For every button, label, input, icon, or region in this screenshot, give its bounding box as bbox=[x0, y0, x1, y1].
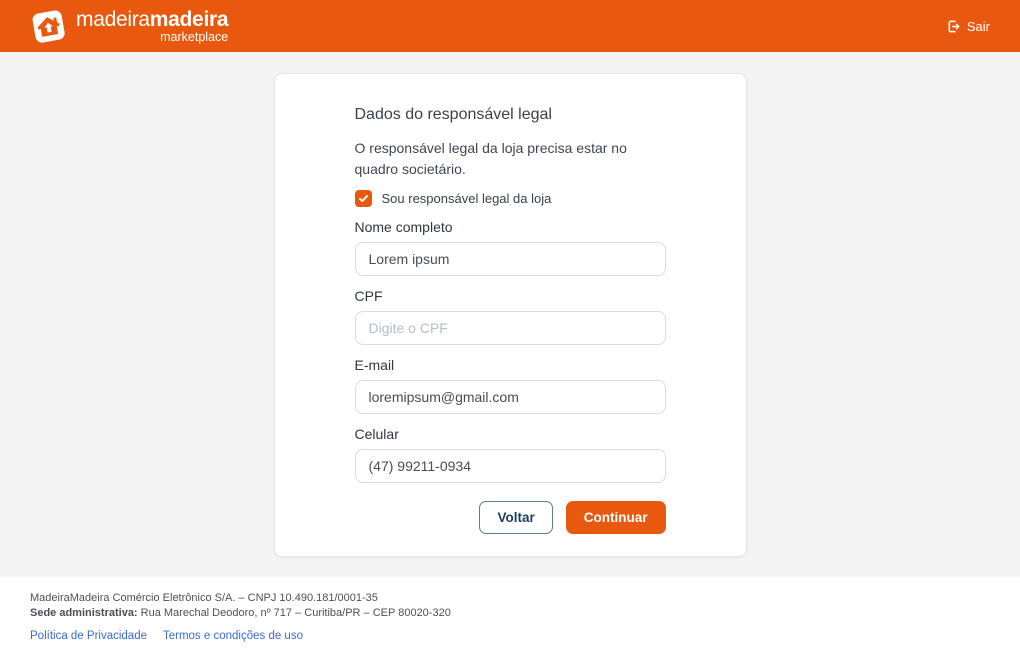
madeiramadeira-logo bbox=[30, 7, 228, 45]
back-button[interactable]: Voltar bbox=[479, 501, 552, 534]
cpf-label: CPF bbox=[354, 288, 383, 304]
address-line-rest: Rua Marechal Deodoro, nº 717 – Curitiba/PR – CEP 80020-320 bbox=[137, 606, 451, 619]
privacy-policy-link[interactable]: Política de Privacidade bbox=[30, 630, 147, 642]
phone-field-group bbox=[355, 426, 666, 483]
cpf-input[interactable] bbox=[355, 311, 666, 345]
continue-button[interactable]: Continuar bbox=[566, 501, 666, 534]
email-input[interactable] bbox=[355, 380, 666, 414]
checkbox-checked-icon[interactable] bbox=[355, 190, 372, 207]
email-field-group bbox=[355, 357, 666, 414]
top-bar bbox=[0, 0, 1020, 52]
logo-subtitle: marketplace bbox=[160, 29, 229, 44]
footer-links bbox=[30, 630, 990, 642]
logout-icon bbox=[946, 19, 961, 34]
page-footer bbox=[0, 577, 1020, 655]
company-address-line bbox=[30, 606, 990, 621]
logout-button[interactable] bbox=[946, 19, 990, 34]
card-description: O responsável legal da loja precisa estar no quadro societário. bbox=[354, 140, 627, 177]
cpf-field-group bbox=[355, 288, 666, 345]
card-title: Dados do responsável legal bbox=[354, 106, 552, 123]
phone-input[interactable] bbox=[355, 449, 666, 483]
logout-label: Sair bbox=[966, 18, 990, 34]
page-body bbox=[0, 52, 1020, 577]
checkbox-label: Sou responsável legal da loja bbox=[381, 191, 552, 206]
house-logo-icon bbox=[30, 7, 68, 45]
logo-wordmark: madeiramadeira bbox=[76, 7, 229, 31]
address-line-bold: Sede administrativa: bbox=[30, 606, 138, 619]
legal-responsible-checkbox-row[interactable] bbox=[355, 190, 666, 207]
company-legal-line: MadeiraMadeira Comércio Eletrônico S/A. – CNPJ 10.490.181/0001-35 bbox=[30, 592, 378, 604]
form-actions bbox=[355, 501, 666, 534]
legal-representative-card bbox=[274, 73, 747, 557]
email-label: E-mail bbox=[354, 357, 395, 373]
full-name-label: Nome completo bbox=[354, 219, 453, 235]
full-name-input[interactable] bbox=[355, 242, 666, 276]
full-name-field-group bbox=[355, 219, 666, 276]
terms-link[interactable]: Termos e condições de uso bbox=[162, 630, 303, 642]
phone-label: Celular bbox=[354, 426, 399, 442]
